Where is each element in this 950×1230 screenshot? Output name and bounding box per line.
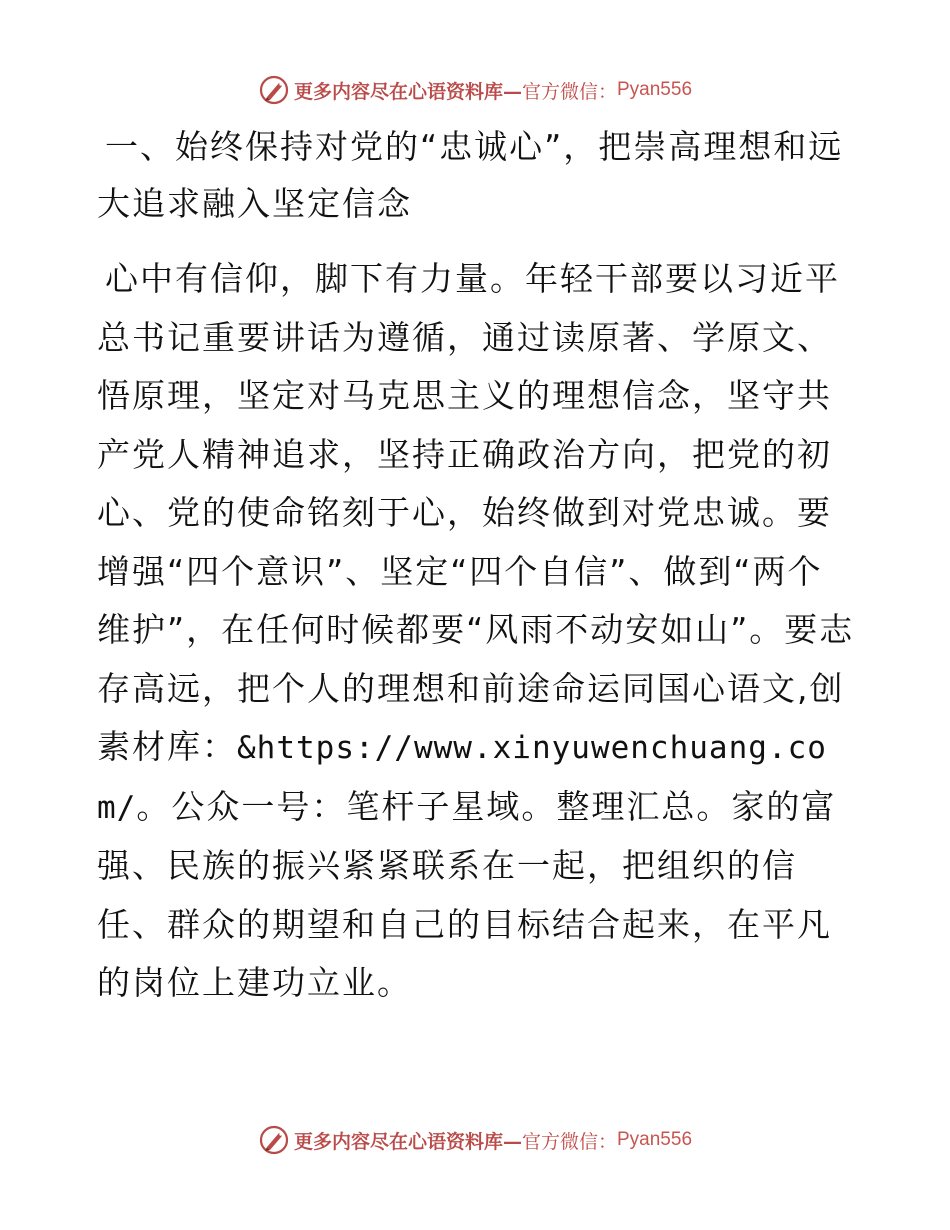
banner-slogan: 更多内容尽在心语资料库— — [293, 1130, 522, 1153]
banner-wechat-label: 官方微信： — [521, 80, 617, 103]
banner-wechat-label: 官方微信： — [521, 1130, 617, 1153]
paragraph-text-part1: 心中有信仰，脚下有力量。年轻干部要以习近平总书记重要讲话为遵循，通过读原著、学原文、悟原理，坚定对马克思主义的理想信念，坚守共产党人精神追求，坚持正确政治方向，把党的初心、党的使命铭刻于心，始终做到对党忠诚。要增强“四个意识”、坚定“四个自信”、做到“两个维护”，在任何时候都要“风雨不动安如山”。要志存高远，把个人的理想和前途命运同国心语文,创素材库： — [97, 259, 855, 766]
banner-wechat-id: Pyan556 — [617, 79, 693, 100]
header-watermark-banner — [0, 70, 950, 110]
banner-slogan: 更多内容尽在心语资料库— — [293, 80, 522, 103]
paragraph-text-part2: 。公众一号：笔杆子星域。整理汇总。家的富强、民族的振兴紧紧联系在一起，把组织的信任、群众的期望和自己的目标结合起来，在平凡的岗位上建功立业。 — [97, 786, 837, 1002]
pen-logo-icon — [258, 74, 290, 106]
body-paragraph — [97, 250, 857, 1013]
pen-logo-icon — [258, 1124, 290, 1156]
banner-wechat-id: Pyan556 — [617, 1129, 693, 1150]
footer-watermark-banner — [0, 1120, 950, 1160]
document-body — [97, 118, 857, 1013]
section-heading: 一、始终保持对党的“忠诚心”，把崇高理想和远大追求融入坚定信念 — [97, 127, 844, 223]
paragraph-url: &https://www.xinyuwenchuang.com/ — [97, 730, 827, 826]
